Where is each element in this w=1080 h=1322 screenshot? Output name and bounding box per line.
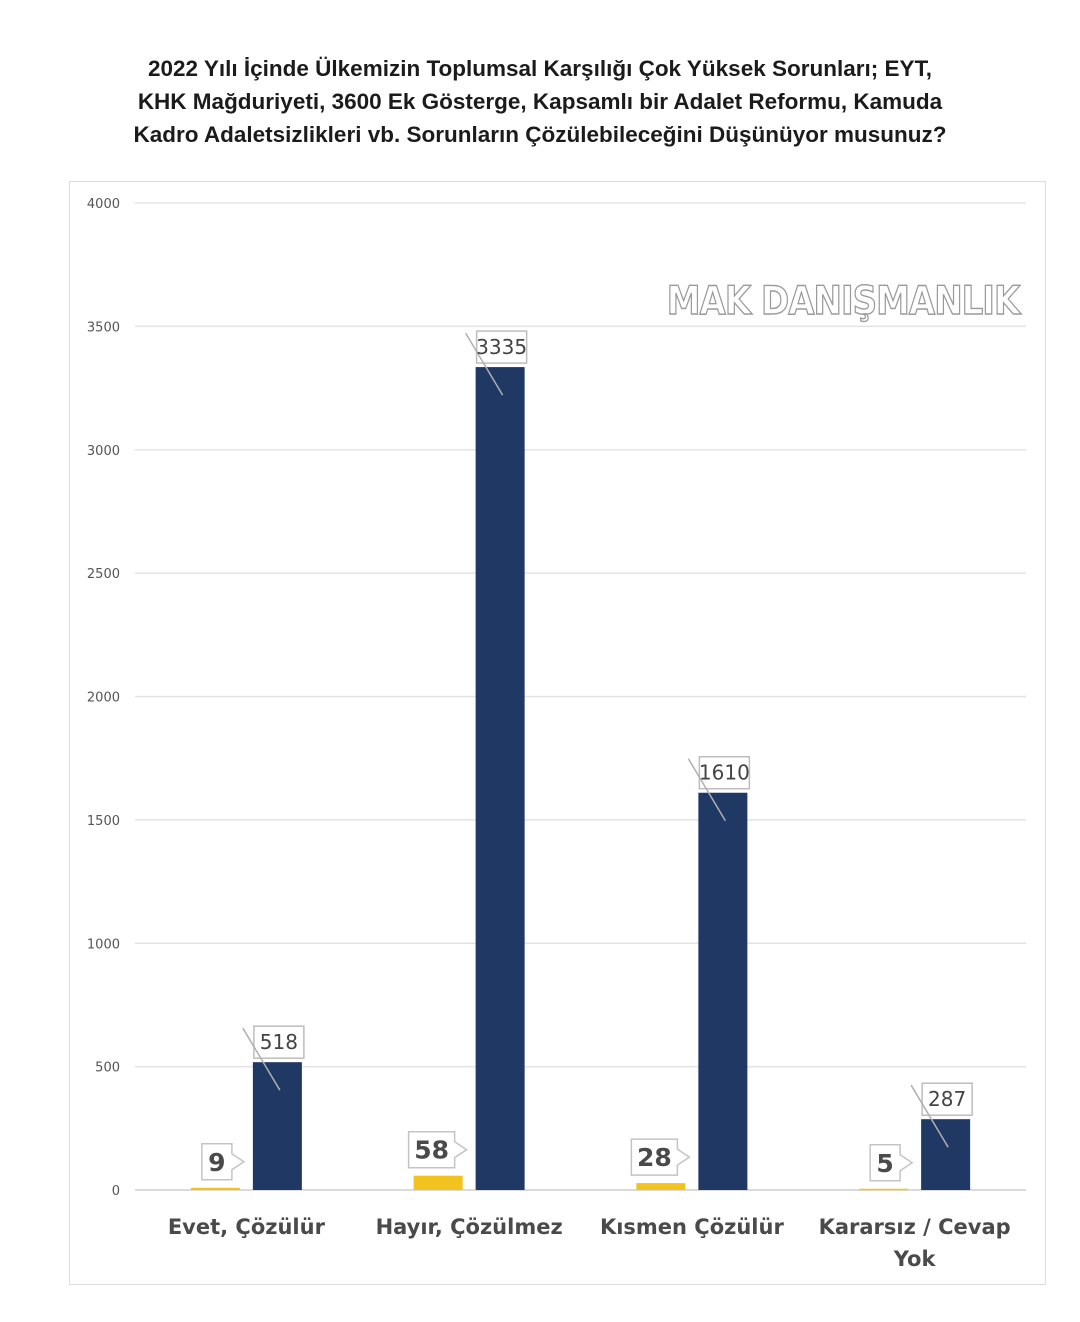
data-label-blue-2: 1610 (698, 760, 750, 785)
bar-chart (70, 182, 1047, 1286)
bar-blue-0 (253, 1062, 302, 1190)
y-tick-label-3500: 3500 (86, 320, 120, 336)
watermark-text: MAK DANIŞMANLIK (666, 277, 1020, 324)
bar-yellow-1 (414, 1176, 463, 1190)
y-tick-label-2500: 2500 (86, 567, 120, 583)
chart-title (40, 52, 1040, 151)
data-label-blue-1: 3335 (476, 335, 528, 360)
y-tick-label-4000: 4000 (86, 197, 120, 212)
chart-title-line-3: Kadro Adaletsizlikleri vb. Sorunların Çözülebileceğini Düşünüyor musunuz? (133, 122, 947, 147)
bar-yellow-2 (636, 1183, 685, 1190)
chart-frame (69, 181, 1046, 1285)
x-category-label-3-1: Yok (893, 1247, 936, 1271)
y-tick-label-2000: 2000 (86, 690, 120, 706)
data-label-blue-3: 287 (928, 1087, 967, 1112)
data-label-yellow-1: 58 (414, 1135, 450, 1165)
chart-title-line-2: KHK Mağduriyeti, 3600 Ek Gösterge, Kapsamlı bir Adalet Reformu, Kamuda (137, 89, 943, 114)
bar-blue-1 (476, 367, 525, 1190)
bar-yellow-3 (859, 1189, 908, 1191)
y-tick-label-1500: 1500 (86, 813, 120, 829)
y-tick-label-500: 500 (95, 1060, 120, 1076)
y-tick-label-3000: 3000 (86, 443, 120, 459)
bar-yellow-0 (191, 1188, 240, 1190)
data-label-yellow-3: 5 (876, 1148, 894, 1178)
y-tick-label-0: 0 (111, 1184, 120, 1199)
chart-title-line-1: 2022 Yılı İçinde Ülkemizin Toplumsal Karşılığı Çok Yüksek Sorunları; EYT, (147, 56, 933, 81)
y-tick-label-1000: 1000 (86, 937, 120, 953)
x-category-label-3-0: Kararsız / Cevap (818, 1215, 1011, 1239)
bar-blue-3 (921, 1119, 970, 1190)
bar-blue-2 (698, 793, 747, 1190)
data-label-yellow-2: 28 (636, 1143, 672, 1173)
data-label-blue-0: 518 (259, 1030, 298, 1055)
data-label-yellow-0: 9 (208, 1147, 226, 1177)
x-category-label-1-0: Hayır, Çözülmez (375, 1215, 563, 1239)
x-category-label-0-0: Evet, Çözülür (167, 1215, 325, 1239)
x-category-label-2-0: Kısmen Çözülür (599, 1215, 784, 1239)
